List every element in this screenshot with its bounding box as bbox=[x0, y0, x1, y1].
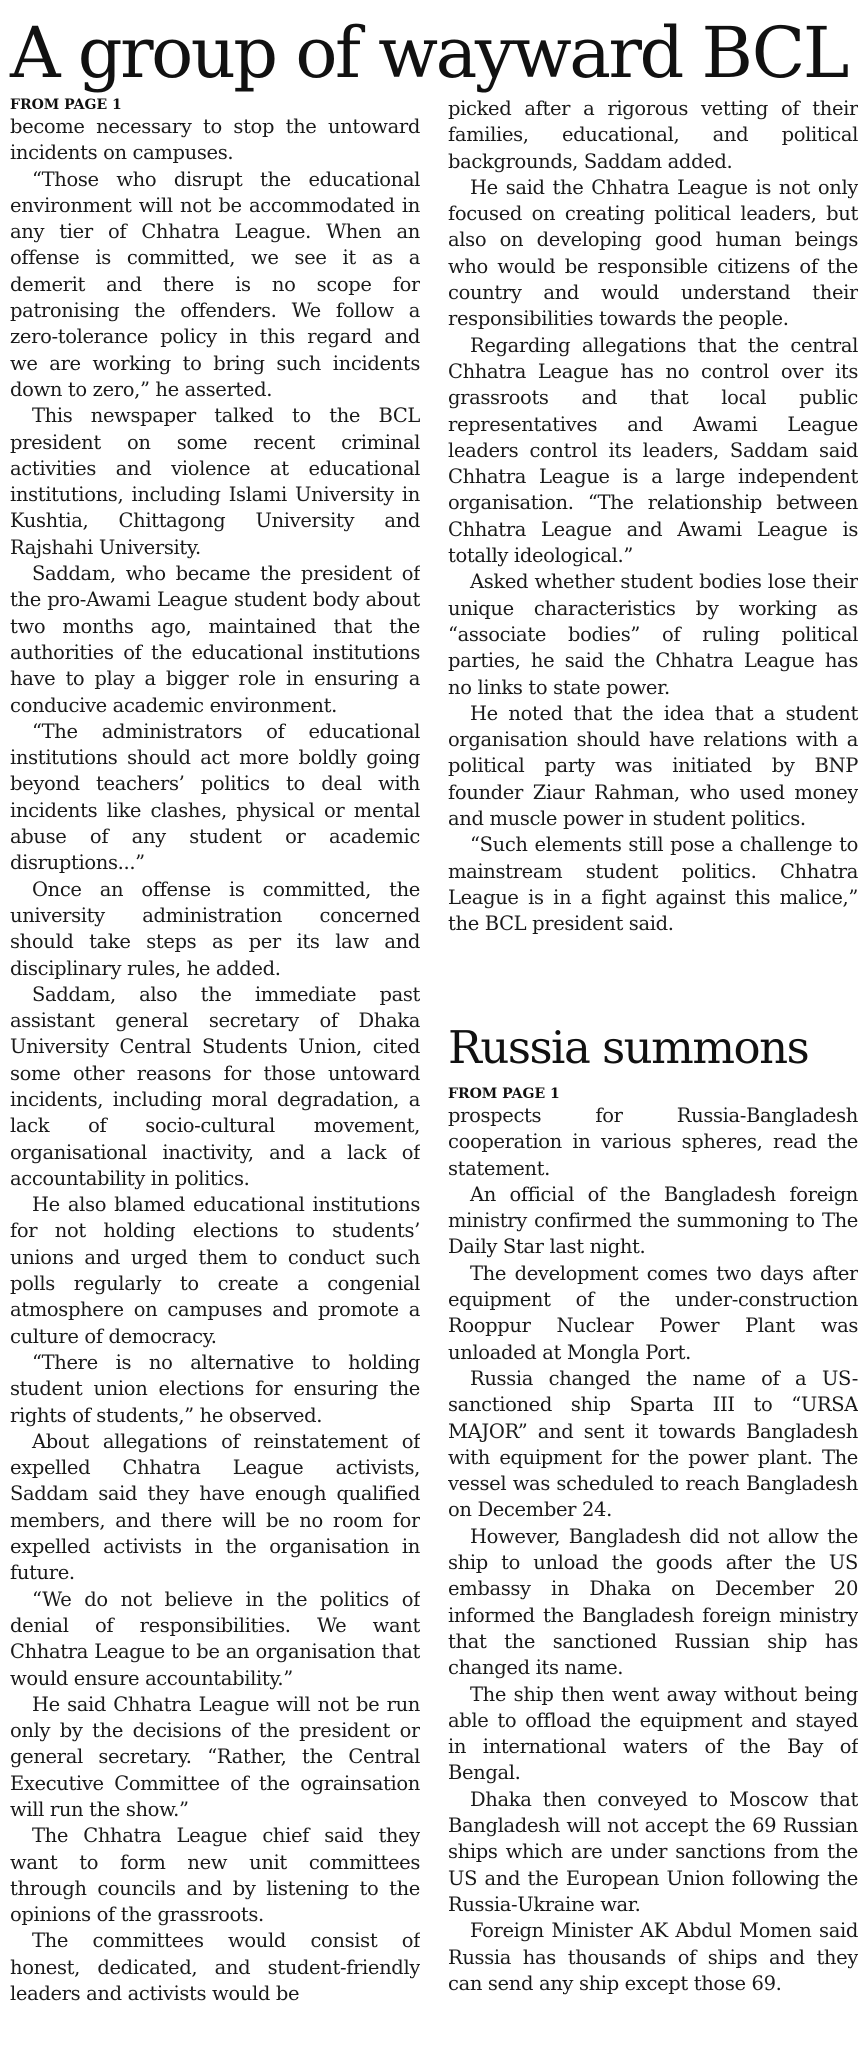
article-paragraph: He said Chhatra League will not be run only by the decisions of the president or general secretary. “Rather, the Central Executive Committee of the ograinsation will run the show.” bbox=[10, 1692, 420, 1821]
article-paragraph: An official of the Bangladesh foreign ministry confirmed the summoning to The Daily Star last night. bbox=[448, 1182, 858, 1259]
jump-line-russia: FROM PAGE 1 bbox=[448, 1086, 560, 1102]
article-bcl-column-right bbox=[448, 96, 858, 1001]
article-paragraph: prospects for Russia-Bangladesh cooperation in various spheres, read the statement. bbox=[448, 1104, 858, 1180]
article-paragraph: Regarding allegations that the central Chhatra League has no control over its grassroots and that local public representatives and Awami League leaders control its leaders, Saddam said Chhatra League is a large independent organisation. “The relationship between Chhatra League and Awami League is totally ideological.” bbox=[448, 333, 858, 568]
article-headline-bcl: A group of wayward BCL bbox=[10, 12, 847, 94]
article-paragraph: “The administrators of educational institutions should act more boldly going beyond teachers’ politics to deal with incidents like clashes, physical or mental abuse of any student or academic disruptions...” bbox=[10, 719, 420, 875]
article-paragraph: “Those who disrupt the educational environment will not be accommodated in any tier of Chhatra League. When an offense is committed, we see it as a demerit and there is no scope for patronising the offenders. We follow a zero-tolerance policy in this regard and we are working to bring such incidents down to zero,” he asserted. bbox=[10, 167, 420, 401]
article-paragraph: become necessary to stop the untoward incidents on campuses. bbox=[10, 115, 420, 165]
article-paragraph: Dhaka then conveyed to Moscow that Bangladesh will not accept the 69 Russian ships which are under sanctions from the US and the European Union following the Russia-Ukraine war. bbox=[448, 1787, 858, 1916]
article-paragraph: This newspaper talked to the BCL president on some recent criminal activities and violence at educational institutions, including Islami University in Kushtia, Chittagong University and Rajshahi University. bbox=[10, 404, 420, 559]
article-paragraph: The ship then went away without being able to offload the equipment and stayed in international waters of the Bay of Bengal. bbox=[448, 1682, 858, 1785]
article-headline-russia: Russia summons bbox=[448, 1021, 809, 1074]
article-russia-column bbox=[448, 1085, 858, 2042]
article-paragraph: “Such elements still pose a challenge to mainstream student politics. Chhatra League is in a fight against this malice,” the BCL president said. bbox=[448, 833, 858, 936]
article-paragraph: picked after a rigorous vetting of their families, educational, and political backgrounds, Saddam added. bbox=[448, 97, 858, 173]
article-bcl-column-left bbox=[10, 96, 420, 2042]
article-paragraph: The development comes two days after equipment of the under-construction Rooppur Nuclear Power Plant was unloaded at Mongla Port. bbox=[448, 1261, 858, 1364]
article-paragraph: However, Bangladesh did not allow the ship to unload the goods after the US embassy in Dhaka on December 20 informed the Bangladesh foreign ministry that the sanctioned Russian ship has changed its name. bbox=[448, 1524, 858, 1680]
article-paragraph: Russia changed the name of a US-sanctioned ship Sparta III to “URSA MAJOR” and sent it towards Bangladesh with equipment for the power plant. The vessel was scheduled to reach Bangladesh on December 24. bbox=[448, 1366, 858, 1522]
article-paragraph: He noted that the idea that a student organisation should have relations with a political party was initiated by BNP founder Ziaur Rahman, who used money and muscle power in student politics. bbox=[448, 701, 858, 831]
article-paragraph: He said the Chhatra League is not only focused on creating political leaders, but also on developing good human beings who would be responsible citizens of the country and would understand their responsibilities towards the people. bbox=[448, 175, 858, 331]
jump-line-bcl: FROM PAGE 1 bbox=[10, 97, 122, 113]
article-paragraph: Saddam, also the immediate past assistant general secretary of Dhaka University Central Students Union, cited some other reasons for those untoward incidents, including moral degradation, a lack of socio-cultural movement, organisational inactivity, and a lack of accountability in politics. bbox=[10, 982, 420, 1190]
article-paragraph: About allegations of reinstatement of expelled Chhatra League activists, Saddam said they have enough qualified members, and there will be no room for expelled activists in the organisation in future. bbox=[10, 1429, 420, 1585]
article-paragraph: Asked whether student bodies lose their unique characteristics by working as “associate bodies” of ruling political parties, he said the Chhatra League has no links to state power. bbox=[448, 570, 858, 699]
article-paragraph: Foreign Minister AK Abdul Momen said Russia has thousands of ships and they can send any ship except those 69. bbox=[448, 1919, 858, 1995]
article-paragraph: He also blamed educational institutions for not holding elections to students’ unions and urged them to conduct such polls regularly to create a congenial atmosphere on campuses and promote a culture of democracy. bbox=[10, 1193, 420, 1348]
article-paragraph: Saddam, who became the president of the pro-Awami League student body about two months ago, maintained that the authorities of the educational institutions have to play a bigger role in ensuring a conducive academic environment. bbox=[10, 562, 420, 717]
article-paragraph: “There is no alternative to holding student union elections for ensuring the rights of students,” he observed. bbox=[10, 1350, 420, 1427]
article-paragraph: The committees would consist of honest, dedicated, and student-friendly leaders and activists would be bbox=[10, 1929, 420, 2006]
article-paragraph: The Chhatra League chief said they want to form new unit committees through councils and by listening to the opinions of the grassroots. bbox=[10, 1824, 420, 1927]
article-paragraph: Once an offense is committed, the university administration concerned should take steps as per its law and disciplinary rules, he added. bbox=[10, 877, 420, 980]
article-paragraph: “We do not believe in the politics of denial of responsibilities. We want Chhatra League to be an organisation that would ensure accountability.” bbox=[10, 1587, 420, 1690]
